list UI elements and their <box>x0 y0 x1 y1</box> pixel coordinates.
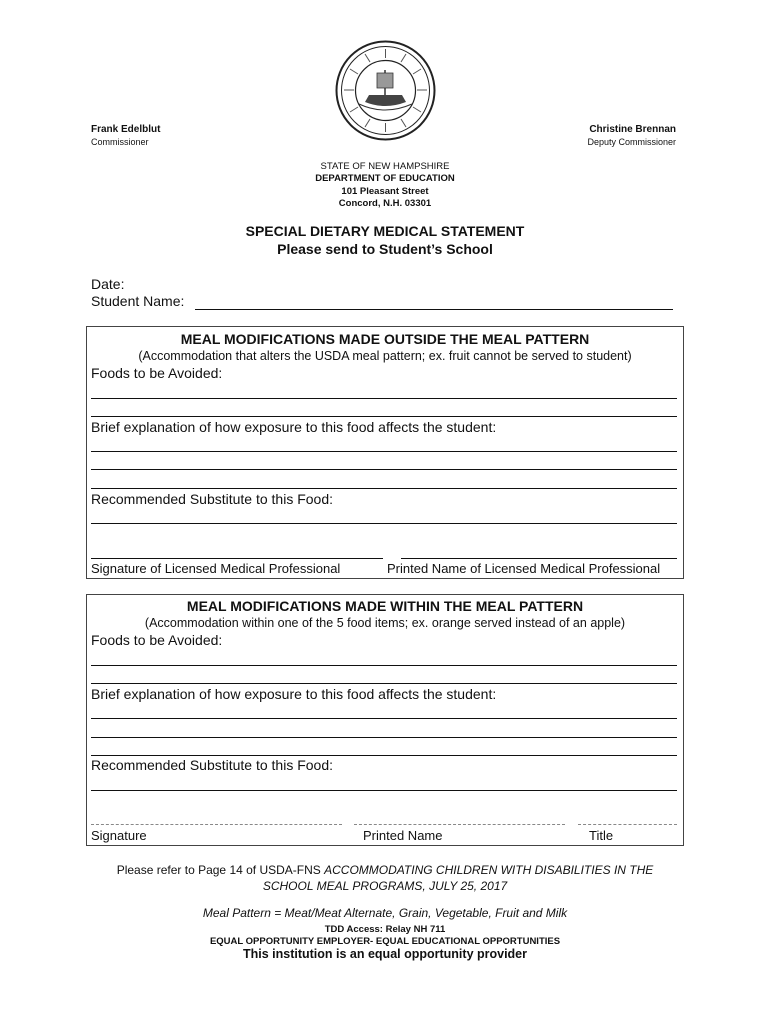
section1-printed-name-label: Printed Name of Licensed Medical Professional <box>387 561 661 576</box>
section1-signature-line[interactable] <box>91 558 383 559</box>
section2-foods-label: Foods to be Avoided: <box>91 632 223 648</box>
section1-title: MEAL MODIFICATIONS MADE OUTSIDE THE MEAL PATTERN <box>180 331 590 347</box>
document-title-main: SPECIAL DIETARY MEDICAL STATEMENT <box>245 223 525 239</box>
reference-prefix: Please refer to Page 14 of USDA-FNS <box>116 863 325 877</box>
agency-department: DEPARTMENT OF EDUCATION <box>315 173 455 185</box>
section1-explanation-line-1[interactable] <box>91 451 677 452</box>
section2-foods-line-2[interactable] <box>91 683 677 684</box>
section1-substitute-label: Recommended Substitute to this Food: <box>91 491 334 507</box>
equal-opportunity-provider: This institution is an equal opportunity provider <box>242 947 528 961</box>
deputy-commissioner-name: Christine Brennan <box>589 124 676 135</box>
section2-subtitle: (Accommodation within one of the 5 food items; ex. orange served instead of an apple) <box>144 616 626 630</box>
section2-title-line[interactable] <box>578 824 677 825</box>
meal-pattern-note <box>0 906 770 920</box>
reference-note <box>0 862 770 894</box>
document-title-sub: Please send to Student’s School <box>277 241 493 257</box>
equal-opportunity-employer: EQUAL OPPORTUNITY EMPLOYER- EQUAL EDUCATIONAL OPPORTUNITIES <box>209 936 561 947</box>
agency-street: 101 Pleasant Street <box>341 185 429 197</box>
section1-foods-line-1[interactable] <box>91 398 677 399</box>
section2-title-label: Title <box>589 828 614 843</box>
tdd-access: TDD Access: Relay NH 711 <box>324 924 446 935</box>
reference-title-line1: ACCOMMODATING CHILDREN WITH DISABILITIES IN THE <box>324 863 654 877</box>
section2-explanation-line-2[interactable] <box>91 737 677 738</box>
deputy-commissioner-title: Deputy Commissioner <box>587 137 676 147</box>
section2-explanation-line-3[interactable] <box>91 755 677 756</box>
document-title <box>0 222 770 258</box>
section1-subtitle: (Accommodation that alters the USDA meal pattern; ex. fruit cannot be served to student) <box>138 349 632 363</box>
section1-printed-name-line[interactable] <box>401 558 677 559</box>
section2-substitute-line[interactable] <box>91 790 677 791</box>
section2-signature-label: Signature <box>91 828 147 843</box>
commissioner-title: Commissioner <box>91 137 149 147</box>
section2-printed-name-line[interactable] <box>354 824 565 825</box>
section2-explanation-label: Brief explanation of how exposure to this food affects the student: <box>91 686 497 702</box>
agency-state: STATE OF NEW HAMPSHIRE <box>320 161 450 172</box>
agency-address <box>0 161 770 211</box>
student-name-line[interactable] <box>195 309 673 310</box>
section1-explanation-line-2[interactable] <box>91 469 677 470</box>
state-seal-icon <box>335 40 436 141</box>
section1-foods-label: Foods to be Avoided: <box>91 365 223 381</box>
meal-pattern-text: Meal Pattern = Meat/Meat Alternate, Grain, Vegetable, Fruit and Milk <box>202 906 568 920</box>
section2-signature-line[interactable] <box>91 824 342 825</box>
section1-signature-label: Signature of Licensed Medical Professional <box>91 561 341 576</box>
section1-explanation-line-3[interactable] <box>91 488 677 489</box>
section1-explanation-label: Brief explanation of how exposure to this food affects the student: <box>91 419 497 435</box>
section-outside-meal-pattern <box>86 326 684 579</box>
reference-title-line2: SCHOOL MEAL PROGRAMS, JULY 25, 2017 <box>262 879 508 893</box>
date-label: Date: <box>91 276 125 292</box>
agency-city: Concord, N.H. 03301 <box>338 198 432 210</box>
section2-foods-line-1[interactable] <box>91 665 677 666</box>
student-name-label: Student Name: <box>91 293 185 309</box>
section2-printed-name-label: Printed Name <box>363 828 443 843</box>
section1-foods-line-2[interactable] <box>91 416 677 417</box>
section2-title: MEAL MODIFICATIONS MADE WITHIN THE MEAL PATTERN <box>186 598 584 614</box>
section2-substitute-label: Recommended Substitute to this Food: <box>91 757 334 773</box>
commissioner-name: Frank Edelblut <box>91 124 161 135</box>
section2-explanation-line-1[interactable] <box>91 718 677 719</box>
section1-substitute-line[interactable] <box>91 523 677 524</box>
